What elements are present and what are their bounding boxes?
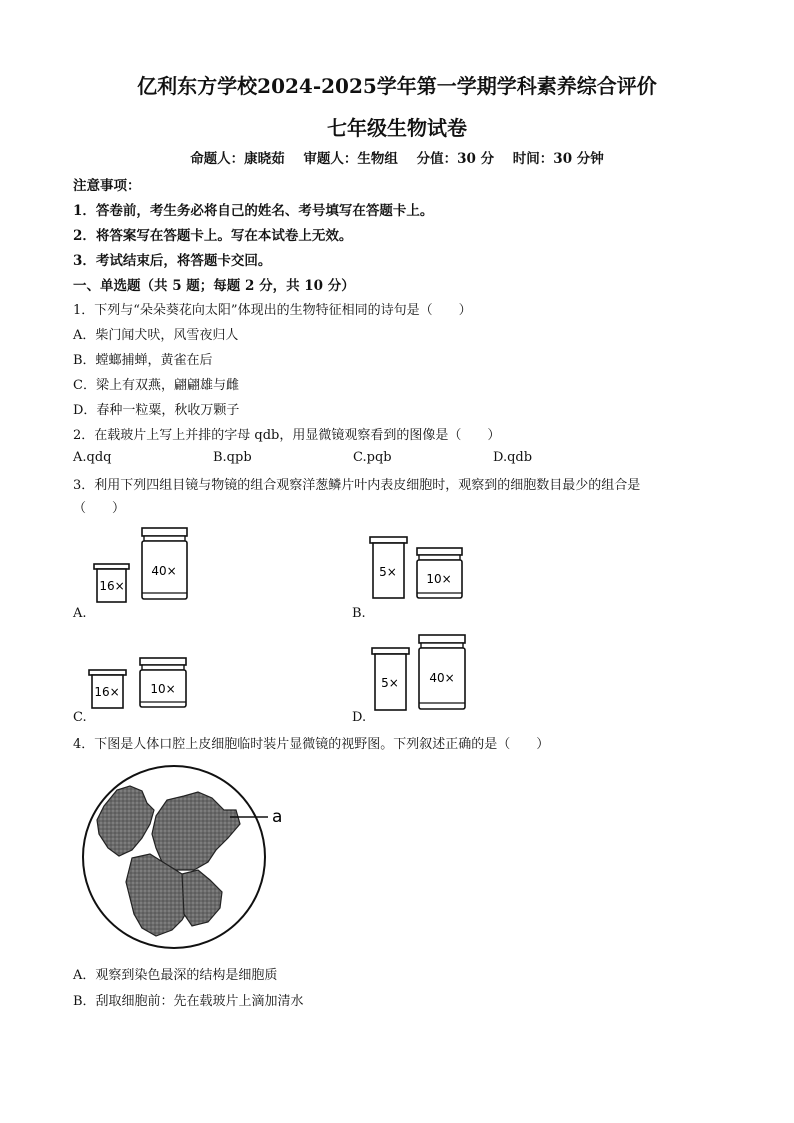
- eyepiece-icon: [89, 670, 126, 708]
- q2-option-d: D.qdb: [493, 450, 533, 465]
- q4-stem: 4．下图是人体口腔上皮细胞临时装片显微镜的视野图。下列叙述正确的是（ ）: [73, 737, 550, 752]
- objective-icon: [417, 548, 462, 598]
- q3-option-c-letter: C.: [73, 710, 87, 725]
- q4-option-b: B．刮取细胞前：先在载玻片上滴加清水: [73, 994, 304, 1009]
- q2-stem: 2．在载玻片上写上并排的字母 qdb，用显微镜观察看到的图像是（ ）: [73, 428, 501, 443]
- objective-icon: [142, 528, 187, 599]
- objective-label: 40×: [151, 564, 177, 578]
- q3-lens-set-b: [366, 532, 476, 604]
- eyepiece-label: 16×: [94, 685, 120, 699]
- objective-label: 10×: [150, 682, 176, 696]
- q1-option-a: A．柴门闻犬吠，风雪夜归人: [73, 328, 239, 343]
- q3-option-a-letter: A.: [73, 606, 87, 621]
- q3-lens-set-a: [90, 525, 200, 607]
- q3-option-d-letter: D.: [352, 710, 367, 725]
- q1-option-c: C．梁上有双燕，翩翩雄与雌: [73, 378, 239, 393]
- q1-option-d: D．春种一粒粟，秋收万颗子: [73, 403, 240, 418]
- exam-meta: [0, 147, 794, 167]
- objective-icon: [140, 658, 186, 707]
- q3-stem-paren: （ ）: [73, 501, 126, 516]
- q3-option-b-letter: B.: [352, 606, 366, 621]
- eyepiece-icon: [370, 537, 407, 598]
- score-text: 分值：30 分: [416, 151, 495, 167]
- q4-option-a: A．观察到染色最深的结构是细胞质: [73, 968, 278, 983]
- q3-lens-set-d: [368, 632, 478, 714]
- objective-label: 10×: [426, 572, 452, 586]
- reviewer-text: 审题人：生物组: [303, 151, 398, 167]
- exam-title: 亿利东方学校2024-2025学年第一学期学科素养综合评价: [137, 74, 657, 98]
- q4-microscope-view: [72, 758, 304, 956]
- eyepiece-label: 5×: [379, 565, 397, 579]
- eyepiece-icon: [372, 648, 409, 710]
- objective-label: 40×: [429, 671, 455, 685]
- notice-heading: 注意事项：: [73, 178, 141, 194]
- objective-icon: [419, 635, 465, 709]
- time-text: 时间：30 分钟: [512, 151, 604, 167]
- notice-item: 2．将答案写在答题卡上。写在本试卷上无效。: [73, 228, 353, 244]
- q1-option-b: B．螳螂捕蝉，黄雀在后: [73, 353, 213, 368]
- author-text: 命题人：康晓茹: [190, 151, 285, 167]
- q3-lens-set-c: [86, 652, 196, 712]
- eyepiece-label: 5×: [381, 676, 399, 690]
- q2-option-c: C.pqb: [353, 450, 392, 465]
- exam-subtitle: 七年级生物试卷: [327, 116, 467, 140]
- eyepiece-label: 16×: [99, 579, 125, 593]
- structure-label-a: a: [272, 807, 283, 827]
- notice-item: 1．答卷前，考生务必将自己的姓名、考号填写在答题卡上。: [73, 203, 434, 219]
- notice-item: 3．考试结束后，将答题卡交回。: [73, 253, 272, 269]
- section-heading: 一、单选题（共 5 题；每题 2 分，共 10 分）: [73, 278, 355, 294]
- q1-stem: 1．下列与“朵朵葵花向太阳”体现出的生物特征相同的诗句是（ ）: [73, 303, 472, 318]
- q2-option-a: A.qdq: [73, 450, 112, 465]
- q3-stem: 3．利用下列四组目镜与物镜的组合观察洋葱鳞片叶内表皮细胞时，观察到的细胞数目最少的组合是: [73, 478, 641, 493]
- eyepiece-icon: [94, 564, 129, 602]
- q2-option-b: B.qpb: [213, 450, 252, 465]
